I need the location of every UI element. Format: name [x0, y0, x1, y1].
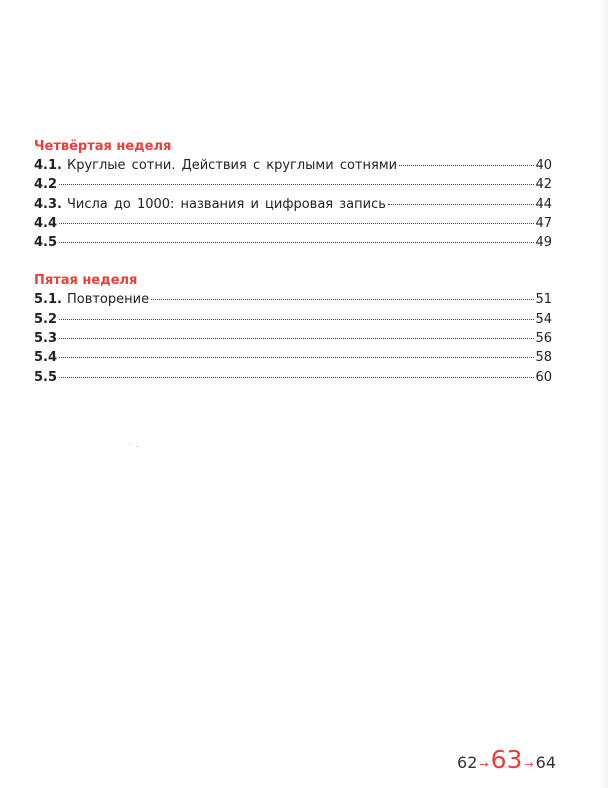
entry-number: 5.3: [34, 331, 58, 347]
dot-leader: [59, 357, 534, 358]
entry-number: 4.3.: [34, 196, 62, 212]
entry-number: 5.5: [34, 369, 58, 385]
entry-number: 5.2: [34, 311, 58, 327]
entry-page: 51: [535, 292, 552, 308]
entry-page: 58: [535, 350, 552, 366]
section-title: Пятая неделя: [34, 273, 138, 289]
entry-title: Круглые сотни. Действия с круглыми сотнями: [66, 158, 398, 173]
next-page-number[interactable]: 64: [535, 753, 556, 772]
toc-entry-5-3[interactable]: [34, 329, 552, 348]
dot-leader: [388, 204, 535, 205]
dot-leader: [59, 319, 534, 320]
toc-entry-4-2[interactable]: [34, 175, 552, 194]
toc-entry-4-5[interactable]: [34, 233, 552, 252]
entry-page: 42: [535, 177, 552, 193]
entry-page: 60: [535, 369, 552, 385]
scan-mark: ˙ ⁻: [128, 444, 141, 454]
entry-number: 4.2: [34, 177, 58, 193]
current-page-number: 63: [490, 745, 523, 774]
section-week-4: [34, 138, 552, 252]
page-navigator: [457, 745, 556, 774]
entry-page: 54: [535, 311, 552, 327]
dot-leader: [59, 184, 534, 185]
entry-title: Числа до 1000: названия и цифровая запись: [66, 196, 386, 212]
dot-leader: [151, 299, 534, 300]
dot-leader: [399, 165, 534, 166]
entry-page: 47: [535, 215, 552, 231]
toc-entry-4-4[interactable]: [34, 214, 552, 233]
arrow-right-icon: →: [524, 758, 534, 771]
prev-page-number[interactable]: 62: [457, 753, 478, 772]
dot-leader: [59, 377, 534, 378]
section-title: Четвёртая неделя: [34, 139, 172, 154]
toc-entry-5-4[interactable]: [34, 348, 552, 367]
entry-page: 49: [535, 235, 552, 251]
toc-entry-4-3[interactable]: [34, 195, 552, 214]
entry-number: 5.1.: [34, 292, 62, 308]
dot-leader: [59, 338, 534, 339]
entry-title: Повторение: [66, 292, 150, 308]
entry-number: 5.4: [34, 350, 58, 366]
entry-number: 4.1.: [34, 158, 62, 173]
entry-number: 4.5: [34, 235, 58, 251]
entry-page: 40: [535, 158, 552, 173]
table-of-contents: [34, 138, 552, 407]
dot-leader: [59, 223, 534, 224]
entry-page: 44: [535, 196, 552, 212]
toc-entry-5-2[interactable]: [34, 310, 552, 329]
toc-entry-4-1[interactable]: [34, 156, 552, 175]
entry-page: 56: [535, 331, 552, 347]
dot-leader: [59, 242, 534, 243]
toc-entry-5-5[interactable]: [34, 368, 552, 387]
section-week-5: [34, 272, 552, 386]
page-edge-shadow: [600, 0, 608, 788]
entry-number: 4.4: [34, 215, 58, 231]
arrow-right-icon: →: [479, 758, 489, 771]
toc-entry-5-1[interactable]: [34, 290, 552, 309]
